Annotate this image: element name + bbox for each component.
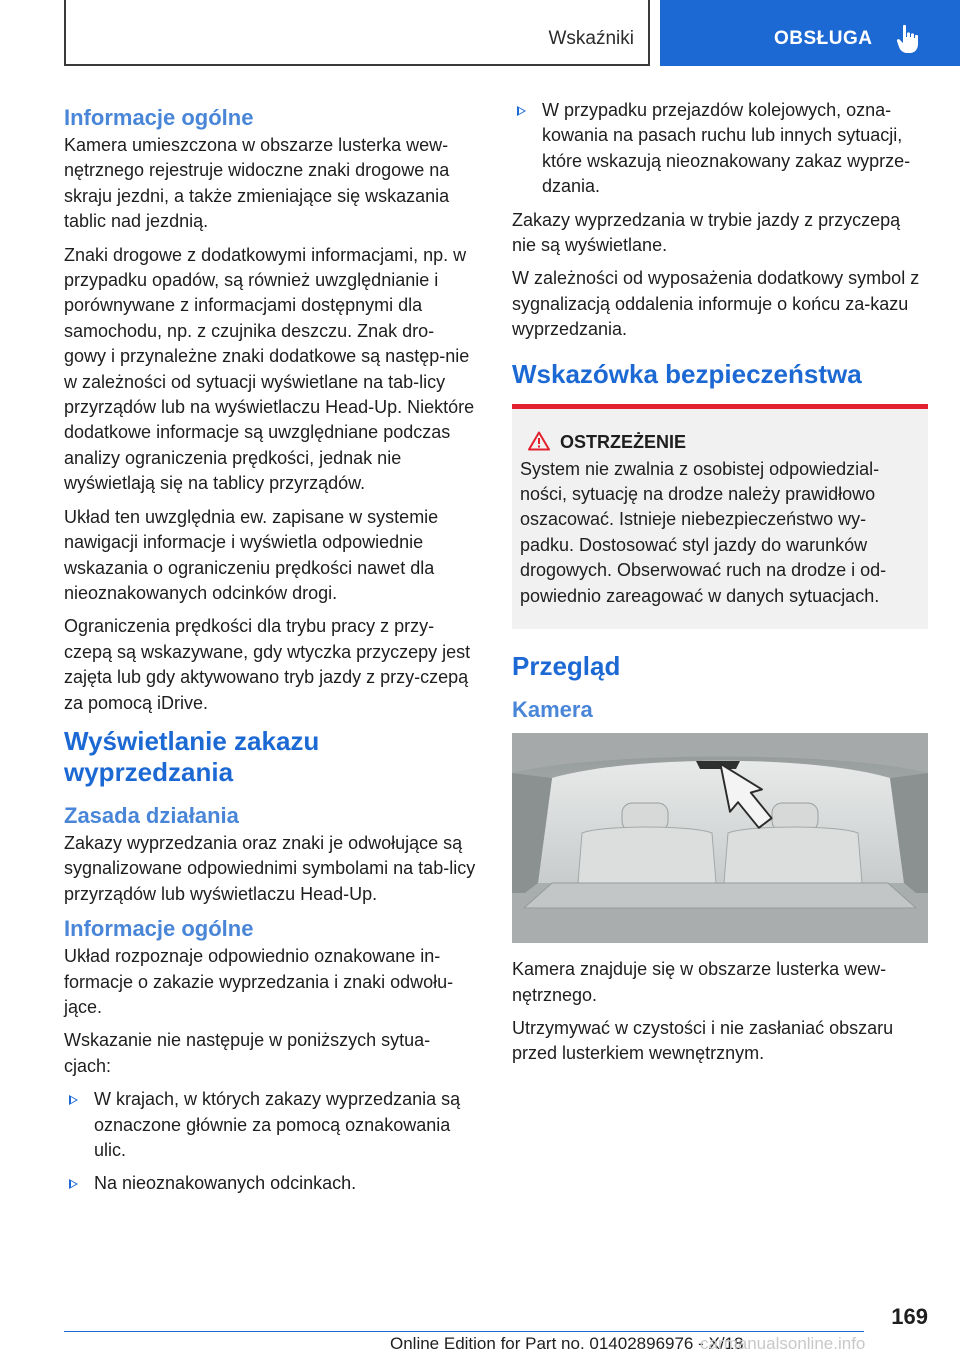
section-tab-label: OBSŁUGA: [774, 28, 873, 49]
heading-camera: Kamera: [512, 697, 593, 723]
paragraph: Utrzymywać w czystości i nie zasłaniać obszaru przed lusterkiem wewnętrznym.: [512, 1017, 894, 1064]
section-tab[interactable]: [660, 0, 960, 66]
camera-location-image: [512, 733, 928, 943]
paragraph: W zależności od wyposażenia dodatkowy symbol z sygnalizacją oddalenia informuje o końcu za-kazu wyprzedzania.: [512, 268, 920, 340]
list-item: [64, 1087, 476, 1163]
heading-safety-note: Wskazówka bezpieczeństwa: [512, 358, 862, 389]
warning-text: System nie zwalnia z osobistej odpowiedzial-ności, sytuację na drodze należy prawidłowo oszacować. Istnieje niebezpieczeństwo wy-padku. Dostosować styl jazdy do warunków drogowych. Obserwować ruch na drodze i od-powiednio zareagować w danych sytuacjach.: [520, 458, 887, 606]
list-item: [512, 98, 928, 200]
heading-principle: Zasada działania: [64, 802, 239, 828]
header-frame: [64, 0, 650, 66]
triangle-bullet-icon: [69, 1179, 78, 1189]
footer-divider: [64, 1331, 864, 1332]
warning-title-text: OSTRZEŻENIE: [560, 431, 687, 452]
watermark: carmanualsonline.info: [700, 1334, 866, 1353]
list-item-text: W przypadku przejazdów kolejowych, ozna-kowania na pasach ruchu lub innych sytuacji, które wskazują nieoznakowany zakaz wyprze-dzania.: [542, 100, 911, 197]
paragraph: Ograniczenia prędkości dla trybu pracy z przy-czepą są wskazywane, gdy wtyczka przyczepy jest zajęta lub gdy aktywowano tryb jazdy z przy-czepą za pomocą iDrive.: [64, 616, 471, 713]
hand-pointer-icon: [896, 24, 922, 54]
heading-no-overtaking-display: Wyświetlanie zakazu wyprzedzania: [64, 725, 320, 787]
heading-general-info-2: Informacje ogólne: [64, 916, 254, 942]
heading-overview: Przegląd: [512, 651, 621, 682]
page-number: 169: [891, 1304, 928, 1329]
footer-edition: Online Edition for Part no. 01402896976 - X/18: [390, 1334, 744, 1353]
bullet-list: [64, 1087, 476, 1197]
list-item-text: Na nieoznakowanych odcinkach.: [94, 1173, 357, 1194]
triangle-bullet-icon: [517, 106, 526, 116]
warning-box: [512, 404, 928, 629]
paragraph: Układ ten uwzględnia ew. zapisane w systemie nawigacji informacje i wyświetla odpowiednie wskazania o ograniczeniu prędkości nawet dla nieoznakowanych odcinków drogi.: [64, 506, 439, 603]
triangle-bullet-icon: [69, 1095, 78, 1105]
warning-title: [520, 429, 920, 455]
paragraph: Układ rozpoznaje odpowiednio oznakowane in-formacje o zakazie wyprzedzania i znaki odwołu-jące.: [64, 946, 454, 1017]
right-column: [512, 98, 928, 1075]
left-column: [64, 98, 476, 1205]
paragraph: Zakazy wyprzedzania w trybie jazdy z przyczepą nie są wyświetlane.: [512, 209, 901, 256]
heading-general-info: Informacje ogólne: [64, 105, 254, 130]
list-item-text: W krajach, w których zakazy wyprzedzania są oznaczone głównie za pomocą oznakowania ulic.: [94, 1089, 461, 1160]
warning-triangle-icon: [528, 431, 550, 451]
paragraph: Znaki drogowe z dodatkowymi informacjami, np. w przypadku opadów, są również uwzględnianie i porównywane z informacjami dostępnymi dla samochodu, np. z czujnika deszczu. Znak dro-gowy i przynależne znaki dodatkowe są następ-nie w zależności od sytuacji wyświetlane na tab-licy przyrządów lub na wyświetlaczu Head-Up. Niektóre dodatkowe informacje są uwzględniane podczas analizy ograniczenia prędkości, jednak nie wyświetlają się na tablicy przyrządów.: [64, 244, 475, 494]
paragraph: Wskazanie nie następuje w poniższych sytua-cjach:: [64, 1030, 431, 1076]
header-section-label: Wskaźniki: [548, 28, 634, 49]
paragraph: Zakazy wyprzedzania oraz znaki je odwołujące są sygnalizowane odpowiednimi symbolami na tab-licy przyrządów lub wyświetlaczu Head-Up.: [64, 832, 476, 904]
list-item: [64, 1171, 476, 1196]
paragraph: Kamera umieszczona w obszarze lusterka wew-nętrznego rejestruje widoczne znaki drogowe na skraju jezdni, a także zmieniające się wskazania tablic nad jezdnią.: [64, 135, 450, 232]
bullet-list: [512, 98, 928, 200]
paragraph: Kamera znajduje się w obszarze lusterka wew-nętrznego.: [512, 959, 887, 1005]
